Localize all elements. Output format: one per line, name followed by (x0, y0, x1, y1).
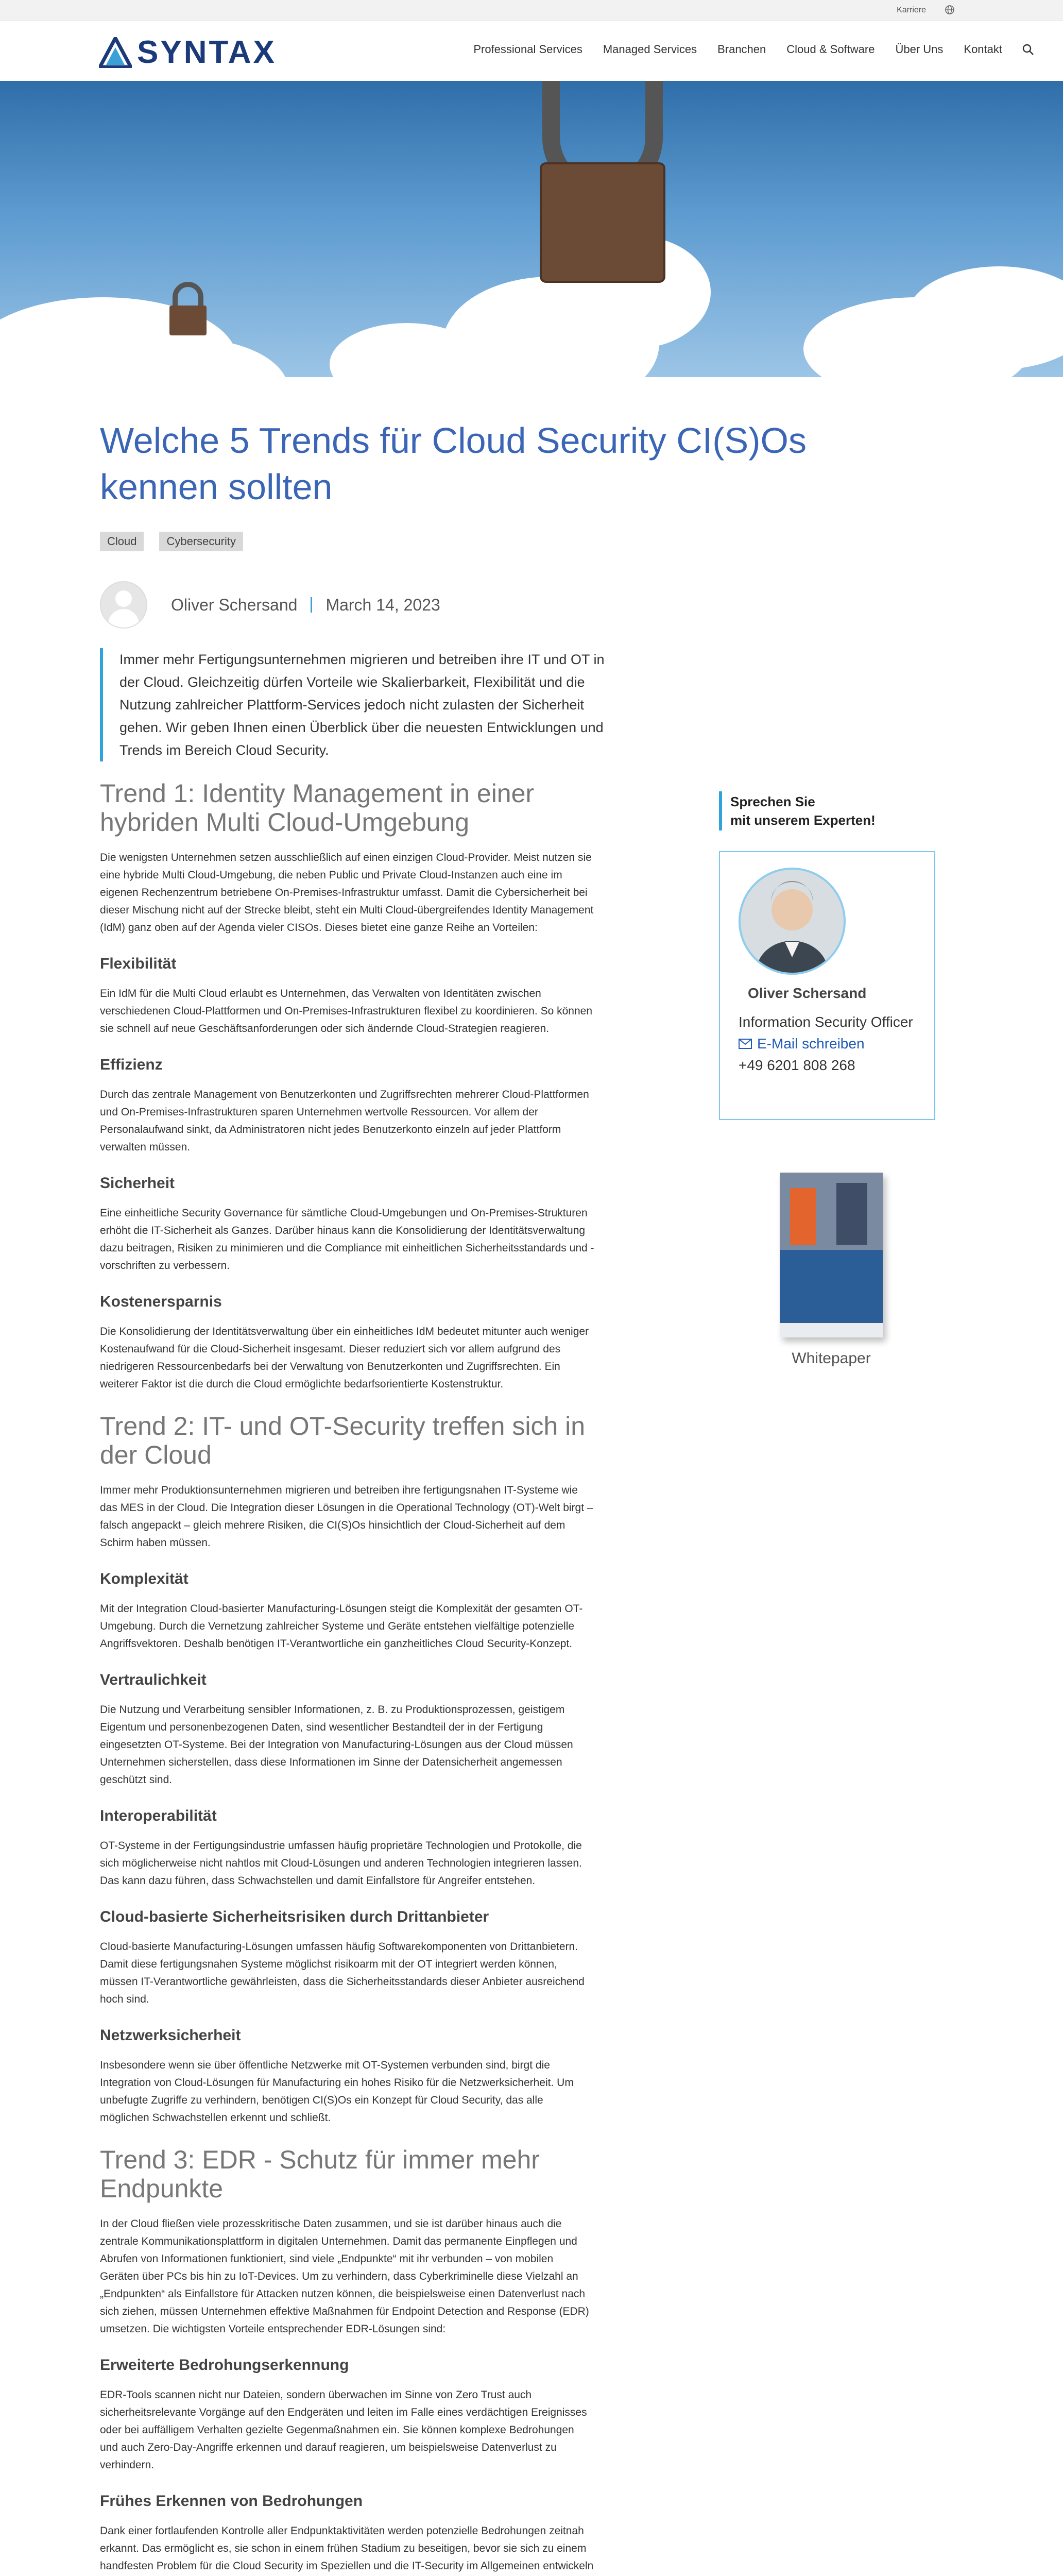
logo-wordmark: SYNTAX (137, 35, 277, 70)
expert-phone[interactable]: +49 6201 808 268 (739, 1057, 855, 1073)
subheading: Sicherheit (100, 1175, 175, 1192)
nav-managed-services[interactable]: Managed Services (603, 43, 697, 56)
trend-1-paragraph: Die wenigsten Unternehmen setzen ausschließlich auf einen einzigen Cloud-Provider. Meist nutzen sie eine hybride Multi Cloud-Umgebung, die neben Public und Private Cloud-Instanzen auch eine im eigenen Rechenzentrum betriebene On-Premises-Infrastruktur umfasst. Damit die Cybersicherheit bei dieser Mischung nicht auf der Strecke bleibt, steht ein Multi Cloud-übergreifendes Identity Management (IdM) ganz oben auf der Agenda vieler CISOs. Dieses bietet eine ganze Reihe an Vorteilen: (100, 852, 594, 934)
tag-list (100, 532, 243, 551)
subheading: Frühes Erkennen von Bedrohungen (100, 2493, 363, 2510)
sidebar (719, 791, 935, 1367)
avatar (100, 581, 147, 629)
paragraph: EDR-Tools scannen nicht nur Dateien, sondern überwachen im Sinne von Zero Trust auch sicherheitsrelevante Vorgänge auf den Endgeräten und leiten im Falle eines verdächtigen Ereignisses oder bei auffälligem Verhalten gezielte Gegenmaßnahmen ein. Sie können komplexe Bedrohungen und auch Zero-Day-Angriffe erkennen und darauf reagieren, um beispielsweise Datenverlust zu verhindern. (100, 2389, 587, 2471)
paragraph: Cloud-basierte Manufacturing-Lösungen umfassen häufig Softwarekomponenten von Drittanbietern. Damit diese fertigungsnahen Systeme möglichst risikoarm mit der OT integriert werden können, müssen IT-Verantwortliche gewährleisten, dass die Sicherheitsstandards dieser Anbieter ausreichend hoch sind. (100, 1941, 585, 2005)
envelope-icon (739, 1039, 752, 1049)
subheading: Komplexität (100, 1570, 188, 1587)
author-date-divider (311, 597, 312, 613)
padlock-small-illustration (162, 282, 214, 338)
paragraph: Die Nutzung und Verarbeitung sensibler Informationen, z. B. zu Produktionsprozessen, geistigem Eigentum und personenbezogenen Daten, sind wesentlicher Bestandteil der in der Fertigung eingesetzten OT-Systeme. Bei der Integration von Manufacturing-Lösungen aus der Cloud müssen Unternehmen sicherstellen, dass diese Informationen im Sinne der Datensicherheit angemessen geschützt sind. (100, 1704, 573, 1786)
paragraph: Eine einheitliche Security Governance für sämtliche Cloud-Umgebungen und On-Premises-Strukturen erhöht die IT-Sicherheit als Ganzes. Darüber hinaus kann die Konsolidierung der Identitätsverwaltung dazu beitragen, Risiken zu minimieren und die Compliance mit einheitlichen Sicherheitsstandards und -vorschriften zu verbessern. (100, 1207, 594, 1272)
page-title: Welche 5 Trends für Cloud Security CI(S)Os kennen sollten (100, 420, 807, 507)
expert-photo (739, 868, 846, 975)
paragraph: Insbesondere wenn sie über öffentliche Netzwerke mit OT-Systemen verbunden sind, birgt die Integration von Cloud-Lösungen für Manufacturing ein hohes Risiko für die Netzwerksicherheit. Um unbefugte Zugriffe zu verhindern, benötigen CI(S)Os ein Konzept für Cloud Security, das alle möglichen Schwachstellen erkennt und schließt. (100, 2059, 574, 2124)
subheading: Interoperabilität (100, 1807, 217, 1824)
whitepaper-cover-illustration (780, 1173, 883, 1337)
contact-heading-line-2: mit unserem Experten! (730, 812, 876, 828)
article-body (100, 779, 594, 2576)
email-link[interactable] (739, 1036, 865, 1052)
paragraph: Die Konsolidierung der Identitätsverwaltung über ein einheitliches IdM bedeutet mitunter auch weniger Kostenaufwand für die Cloud-Sicherheit insgesamt. Dieser reduziert sich vor allem aufgrund des niedrigeren Ressourcenbedarfs bei der Verwaltung von Benutzerkonten und Zugriffsrechten. Ein weiterer Faktor ist die durch die Cloud ermöglichte bedarfsorientierte Kostenstruktur. (100, 1326, 589, 1390)
main-navigation (0, 21, 1063, 81)
padlock-large-illustration (515, 81, 690, 297)
hero-image (0, 81, 1063, 377)
trend-2-heading: Trend 2: IT- und OT-Security treffen sich in der Cloud (100, 1412, 586, 1469)
expert-role: Information Security Officer (739, 1014, 913, 1030)
subheading: Cloud-basierte Sicherheitsrisiken durch Drittanbieter (100, 1908, 489, 1925)
globe-icon[interactable] (945, 5, 955, 15)
syntax-logo[interactable] (99, 37, 277, 69)
trend-3-heading: Trend 3: EDR - Schutz für immer mehr Endpunkte (100, 2145, 540, 2203)
email-link-label: E-Mail schreiben (757, 1036, 865, 1052)
nav-ueber-uns[interactable]: Über Uns (895, 43, 944, 56)
contact-heading (719, 791, 935, 831)
subheading: Kostenersparnis (100, 1293, 222, 1310)
subheading: Effizienz (100, 1056, 163, 1073)
search-icon[interactable] (1022, 43, 1034, 56)
nav-professional-services[interactable]: Professional Services (473, 43, 582, 56)
tag-cybersecurity[interactable]: Cybersecurity (159, 532, 243, 551)
career-link[interactable]: Karriere (897, 6, 926, 14)
author-row (100, 581, 440, 629)
contact-card (719, 851, 935, 1120)
person-icon (741, 870, 844, 973)
whitepaper-label[interactable]: Whitepaper (792, 1350, 871, 1367)
whitepaper-cover[interactable] (780, 1173, 883, 1337)
subheading: Flexibilität (100, 955, 177, 972)
contact-heading-line-1: Sprechen Sie (730, 794, 815, 809)
paragraph: Dank einer fortlaufenden Kontrolle aller Endpunktaktivitäten werden potenzielle Bedrohungen zeitnah erkannt. Das ermöglicht es, sie schon in einem frühen Stadium zu beseitigen, bevor sie sich zu einem handfesten Problem für die Cloud Security im Speziellen und die IT-Security im Allgemeinen entwickeln (100, 2525, 594, 2572)
nav-cloud-software[interactable]: Cloud & Software (786, 43, 875, 56)
subheading: Erweiterte Bedrohungserkennung (100, 2357, 349, 2374)
tag-cloud[interactable]: Cloud (100, 532, 144, 551)
logo-triangle-icon (99, 37, 132, 68)
nav-branchen[interactable]: Branchen (717, 43, 766, 56)
trend-3-paragraph: In der Cloud fließen viele prozesskritische Daten zusammen, und sie ist darüber hinaus auch die zentrale Kommunikationsplattform in digitalen Unternehmen. Damit das permanente Einpflegen und Abrufen von Informationen funktioniert, sind viele „Endpunkte“ mit ihr verbunden – von mobilen Geräten über PCs bis hin zu IoT-Devices. Um zu verhindern, dass Cyberkriminelle diese Vielzahl an „Endpunkten“ als Einfallstore für Attacken nutzen können, die beispielsweise einen Datenverlust nach sich ziehen, müssen Unternehmen effektive Maßnahmen für Endpoint Detection and Response (EDR) umsetzen. Die wichtigsten Vorteile entsprechender EDR-Lösungen sind: (100, 2218, 589, 2335)
trend-2-paragraph: Immer mehr Produktionsunternehmen migrieren und betreiben ihre fertigungsnahen IT-Systeme wie das MES in der Cloud. Die Integration dieser Lösungen in die Operational Technology (OT)-Welt birgt – falsch angepackt – gleich mehrere Risiken, die CI(S)Os hinsichtlich der Cloud-Sicherheit auf dem Schirm haben müssen. (100, 1484, 593, 1549)
paragraph: Durch das zentrale Management von Benutzerkonten und Zugriffsrechten mehrerer Cloud-Plattformen und On-Premises-Infrastrukturen sparen Unternehmen wertvolle Ressourcen. Vor allem der Personalaufwand sinkt, da Administratoren nicht jedes Benutzerkonto einzeln auf jeder Plattform verwalten müssen. (100, 1089, 589, 1153)
intro-quote: Immer mehr Fertigungsunternehmen migrieren und betreiben ihre IT und OT in der Cloud. Gleichzeitig dürfen Vorteile wie Skalierbarkeit, Flexibilität und die Nutzung zahlreicher Plattform-Services jedoch nicht zulasten der Sicherheit gehen. Wir geben Ihnen einen Überblick über die neuesten Entwicklungen und Trends im Bereich Cloud Security. (100, 648, 624, 761)
expert-name: Oliver Schersand (748, 985, 867, 1001)
nav-kontakt[interactable]: Kontakt (964, 43, 1002, 56)
paragraph: Mit der Integration Cloud-basierter Manufacturing-Lösungen steigt die Komplexität der gesamten OT-Umgebung. Durch die Vernetzung zahlreicher Systeme und Geräte entstehen vielfältige potenzielle Angriffsvektoren. Deshalb benötigen IT-Verantwortliche ein ganzheitliches Cloud Security-Konzept. (100, 1603, 583, 1650)
subheading: Vertraulichkeit (100, 1671, 207, 1688)
publish-date: March 14, 2023 (325, 595, 440, 614)
paragraph: Ein IdM für die Multi Cloud erlaubt es Unternehmen, das Verwalten von Identitäten zwischen verschiedenen Cloud-Plattformen und On-Premises-Infrastrukturen flexibel zu koordinieren. So können sie schnell auf neue Geschäftsanforderungen oder sich ändernde Cloud-Strategien reagieren. (100, 988, 592, 1035)
whitepaper-teaser[interactable] (775, 1173, 888, 1367)
nav-menu (453, 43, 1034, 56)
top-utility-bar (0, 0, 1063, 21)
paragraph: OT-Systeme in der Fertigungsindustrie umfassen häufig proprietäre Technologien und Protokolle, die sich möglicherweise nicht nahtlos mit Cloud-Lösungen und anderen Technologien integrieren lassen. Das kann dazu führen, dass Schwachstellen und damit Einfallstore für Angreifer entstehen. (100, 1840, 582, 1887)
trend-1-heading: Trend 1: Identity Management in einer hybriden Multi Cloud-Umgebung (100, 779, 535, 837)
subheading: Netzwerksicherheit (100, 2027, 241, 2044)
author-name[interactable]: Oliver Schersand (171, 595, 298, 614)
